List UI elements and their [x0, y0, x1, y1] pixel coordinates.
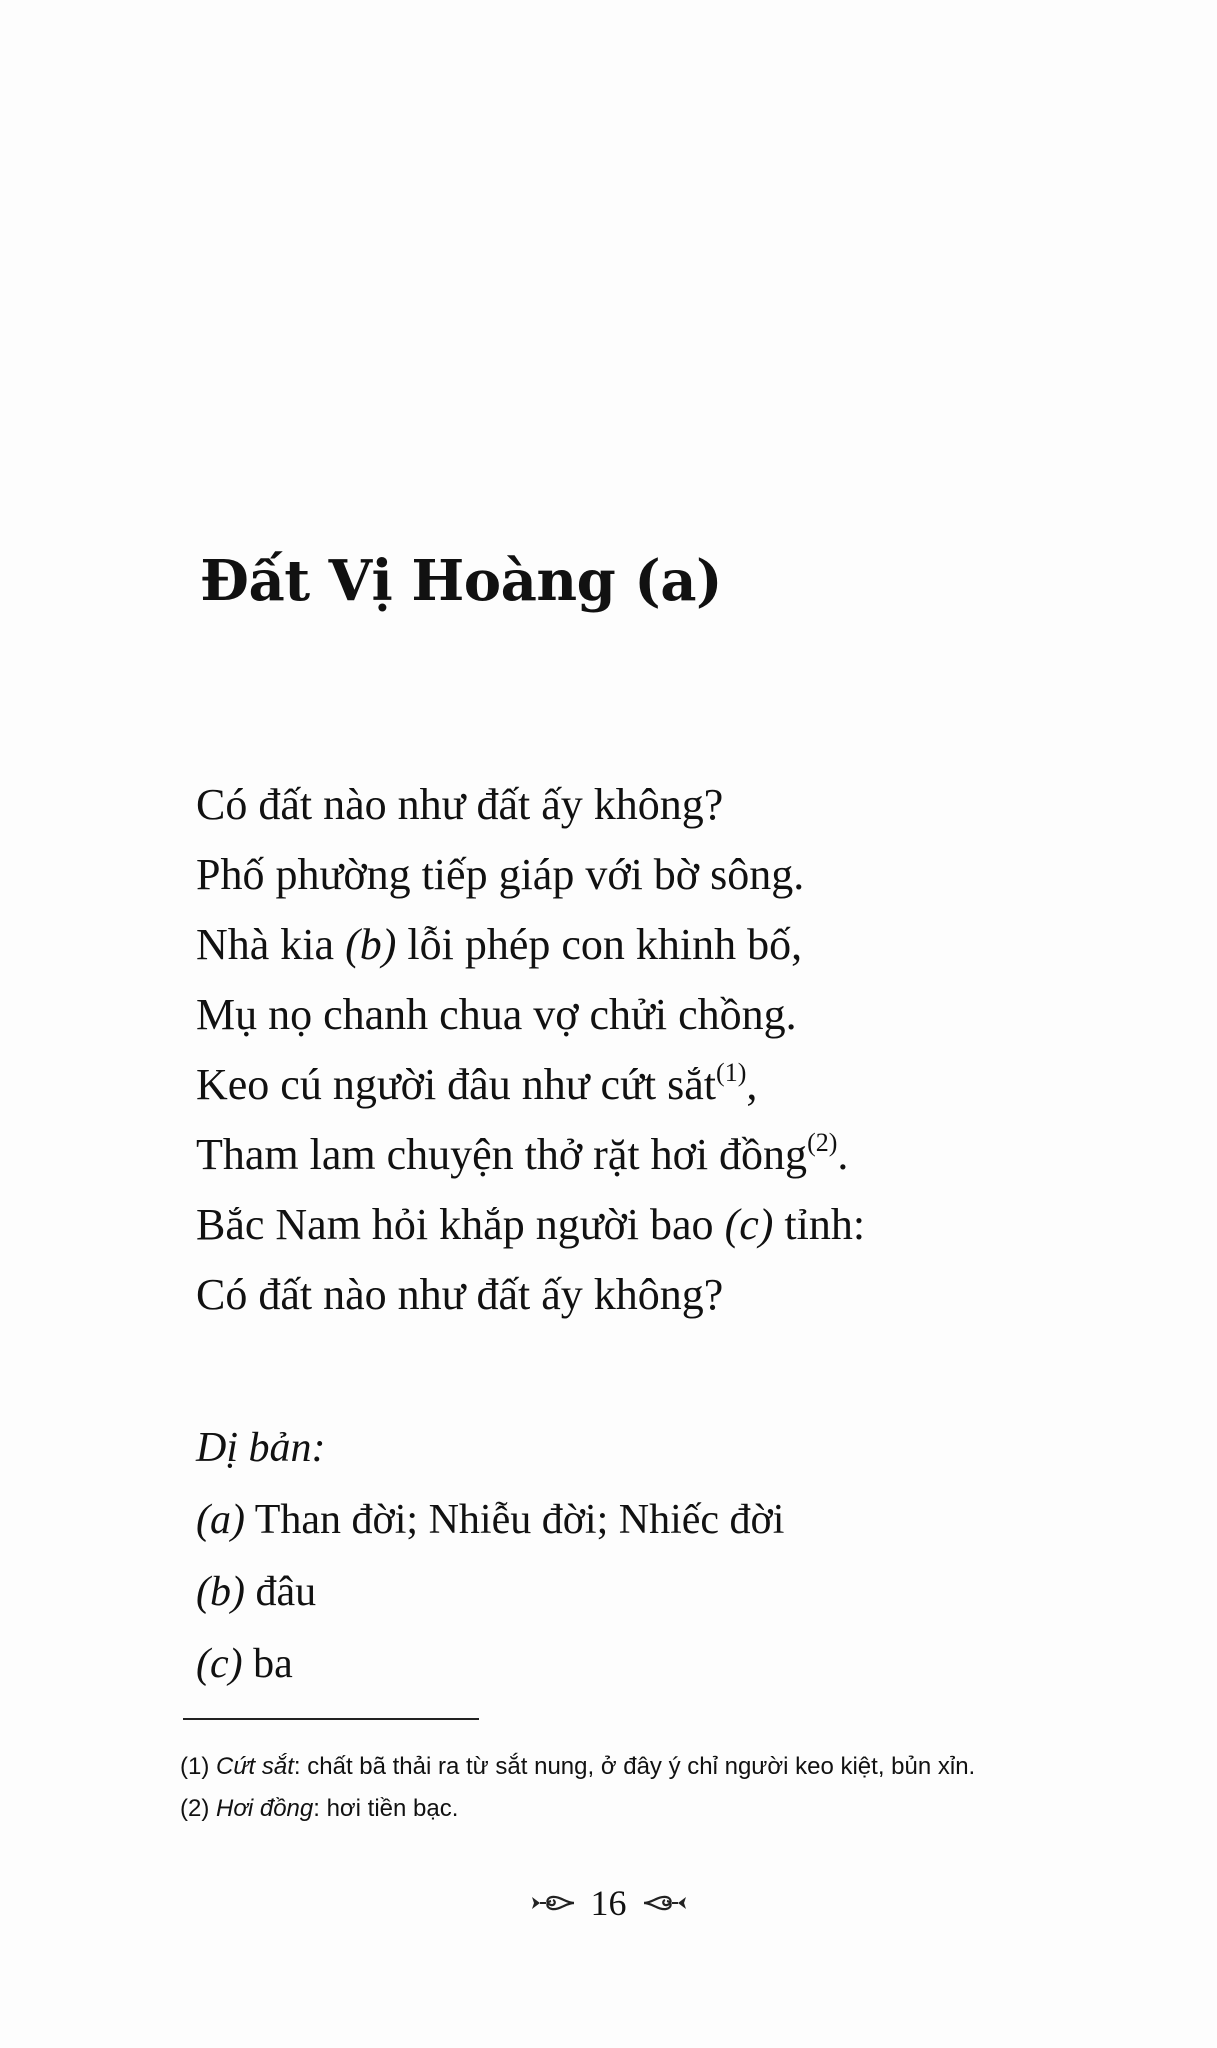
poem-line: Tham lam chuyện thở rặt hơi đồng$^{(2)}$.: [196, 1128, 849, 1179]
floral-ornament-left-icon: [530, 1888, 576, 1918]
floral-ornament-right-icon: [642, 1888, 688, 1918]
variant-marker: (b): [196, 1569, 245, 1615]
variant-item: (b) đâu: [196, 1569, 317, 1615]
footnote: (1) Cứt sắt: chất bã thải ra từ sắt nung, ở đây ý chỉ người keo kiệt, bủn xỉn.: [180, 1753, 976, 1780]
page-number: 16: [590, 1882, 627, 1923]
variants-section: [196, 1412, 1146, 1700]
variant-marker: (a): [196, 1497, 245, 1543]
poem-line: Mụ nọ chanh chua vợ chửi chồng.: [196, 990, 797, 1039]
footnote-term: Cứt sắt: [216, 1753, 294, 1780]
footnote-reference: (2): [807, 1128, 838, 1157]
footnote: (2) Hơi đồng: hơi tiền bạc.: [180, 1795, 459, 1822]
variant-item: (c) ba: [196, 1641, 293, 1687]
poem-body: [196, 770, 1146, 1330]
footnote-divider: [183, 1718, 479, 1720]
footnote-reference: (1): [716, 1058, 747, 1087]
variant-marker: (c): [724, 1200, 774, 1249]
poem-line: Bắc Nam hỏi khắp người bao (c) tỉnh:: [196, 1200, 866, 1249]
footnote-term: Hơi đồng: [216, 1795, 314, 1822]
poem-line: Nhà kia (b) lỗi phép con khinh bố,: [196, 920, 803, 969]
variant-marker: (b): [345, 920, 397, 969]
variant-marker: (c): [196, 1641, 243, 1687]
page-number-footer: [0, 1878, 1217, 1924]
poem-title: Đất Vị Hoàng (a): [200, 548, 723, 614]
poem-line: Có đất nào như đất ấy không?: [196, 1270, 724, 1319]
variants-heading: Dị bản:: [196, 1425, 326, 1471]
poem-line: Keo cú người đâu như cứt sắt$^{(1)}$,: [196, 1058, 758, 1109]
poem-line: Có đất nào như đất ấy không?: [196, 780, 724, 829]
poem-line: Phố phường tiếp giáp với bờ sông.: [196, 850, 805, 899]
variant-item: (a) Than đời; Nhiễu đời; Nhiếc đời: [196, 1497, 785, 1543]
footnotes: [180, 1746, 1180, 1830]
